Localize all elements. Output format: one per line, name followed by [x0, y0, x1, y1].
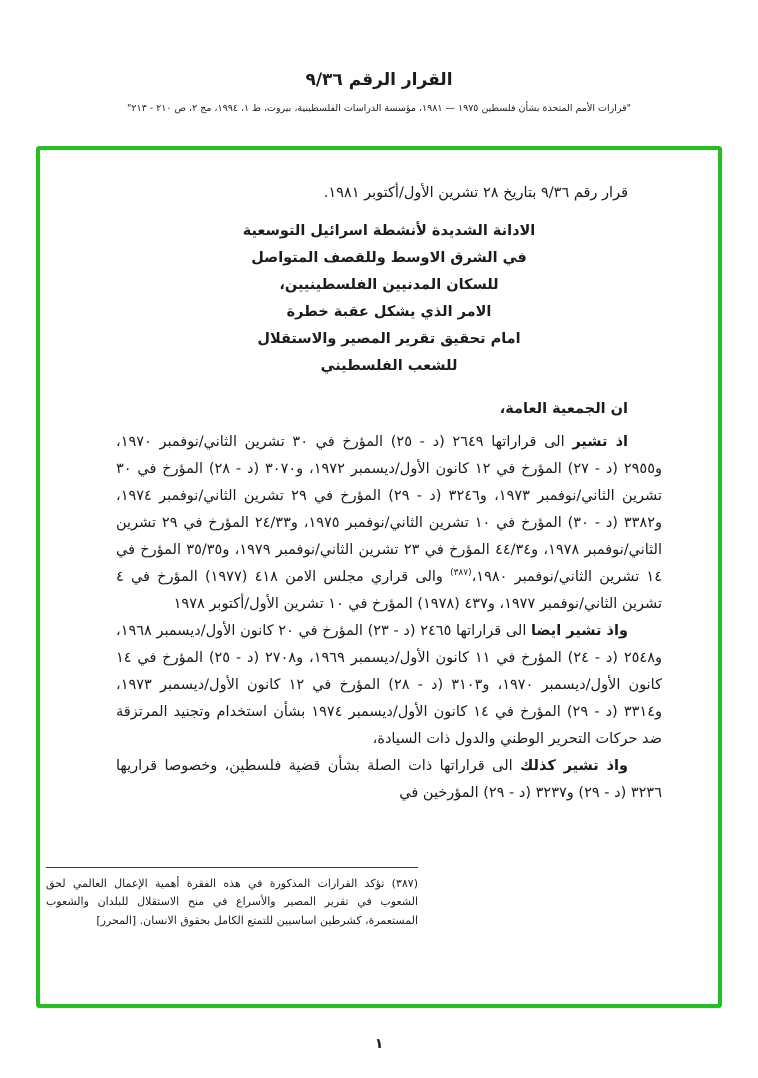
- paragraph-2-lead: واذ تشير ايضا: [531, 623, 628, 639]
- paragraph-recalling-also: [116, 618, 662, 753]
- footnote-reference-387: (٣٨٧): [450, 568, 472, 579]
- paragraph-recalling-further: [116, 753, 662, 807]
- resolution-box: [36, 146, 722, 1008]
- resolution-date-line: قرار رقم ٩/٣٦ بتاريخ ٢٨ تشرين الأول/أكتوبر ١٩٨١.: [323, 185, 628, 201]
- footnote-text: تؤكد القرارات المذكورة في هذه الفقرة أهمية الإعمال العالمي لحق الشعوب في تقرير المصير والأسراع في منح الاستقلال للبلدان والشعوب المستعمرة، كشرطين اساسيين للتمتع الكامل بحقوق الانسان. [المحرر]: [46, 876, 418, 927]
- paragraph-1-text: الى قراراتها ٢٦٤٩ (د - ٢٥) المؤرخ في ٣٠ تشرين الثاني/نوفمبر ١٩٧٠، و٢٩٥٥ (د - ٢٧) المؤرخ في ١٢ كانون الأول/ديسمبر ١٩٧٢، و٣٠٧٠ (د - ٢٨) المؤرخ في ٣٠ تشرين الثاني/نوفمبر ١٩٧٣، و٣٢٤٦ (د - ٢٩) المؤرخ في ٢٩ تشرين الثاني/نوفمبر ١٩٧٤، و٣٣٨٢ (د - ٣٠) المؤرخ في ١٠ تشرين الثاني/نوفمبر ١٩٧٥، و٢٤/٣٣ المؤرخ في ٢٩ تشرين الثاني/نوفمبر ١٩٧٨، و٤٤/٣٤ المؤرخ في ٢٣ تشرين الثاني/نوفمبر ١٩٧٩، و٣٥/٣٥ المؤرخ في ١٤ تشرين الثاني/نوفمبر ١٩٨٠،: [116, 434, 663, 585]
- paragraph-1-text-continued: والى قراري مجلس الامن ٤١٨ (١٩٧٧) المؤرخ في ٤ تشرين الثاني/نوفمبر ١٩٧٧، و٤٣٧ (١٩٧٨) المؤرخ في ١٠ تشرين الأول/أكتوبر ١٩٧٨: [116, 569, 662, 612]
- heading-line-2: في الشرق الاوسط وللقصف المتواصل: [251, 250, 527, 266]
- paragraph-3-text: الى قراراتها ذات الصلة بشأن قضية فلسطين، وخصوصا قراريها ٣٢٣٦ (د - ٢٩) و٣٢٣٧ (د - ٢٩) المؤرخين في: [116, 758, 662, 801]
- assembly-opening-line: ان الجمعية العامة،: [499, 401, 628, 417]
- heading-line-5: امام تحقيق تقرير المصير والاستقلال: [257, 331, 521, 347]
- source-citation: "قرارات الأمم المتحدة بشأن فلسطين ١٩٧٥ — ١٩٨١، مؤسسة الدراسات الفلسطينية، بيروت، ط ١، ١٩٩٤، مج ٢، ص ٢١٠ - ٢١٣": [127, 103, 631, 114]
- heading-line-4: الامر الذي يشكل عقبة خطرة: [286, 304, 492, 320]
- document-header: [0, 0, 758, 114]
- heading-line-3: للسكان المدنيين الفلسطينيين،: [279, 277, 499, 293]
- heading-line-1: الادانة الشديدة لأنشطة اسرائيل التوسعية: [242, 223, 536, 239]
- page-number: ١: [374, 1036, 384, 1052]
- footnote-marker: (٣٨٧): [391, 876, 418, 890]
- paragraph-3-lead: واذ تشير كذلك: [520, 758, 628, 774]
- paragraph-2-text: الى قراراتها ٢٤٦٥ (د - ٢٣) المؤرخ في ٢٠ كانون الأول/ديسمبر ١٩٦٨، و٢٥٤٨ (د - ٢٤) المؤرخ في ١١ كانون الأول/ديسمبر ١٩٦٩، و٢٧٠٨ (د - ٢٥) المؤرخ في ١٤ كانون الأول/ديسمبر ١٩٧٠، و٣١٠٣ (د - ٢٨) المؤرخ في ١٢ كانون الأول/ديسمبر ١٩٧٣، و٣٣١٤ (د - ٢٩) المؤرخ في ١٤ كانون الأول/ديسمبر ١٩٧٤ بشأن استخدام وتجنيد المرتزقة ضد حركات التحرير الوطني والدول ذات السيادة،: [116, 623, 663, 747]
- footnote-387: [46, 867, 418, 931]
- heading-line-6: للشعب الفلسطيني: [320, 358, 458, 374]
- resolution-heading: [116, 218, 662, 380]
- resolution-title: القرار الرقم ٩/٣٦: [305, 70, 453, 90]
- paragraph-1-lead: اذ تشير: [572, 434, 628, 450]
- paragraph-recalling-resolutions: [116, 429, 662, 618]
